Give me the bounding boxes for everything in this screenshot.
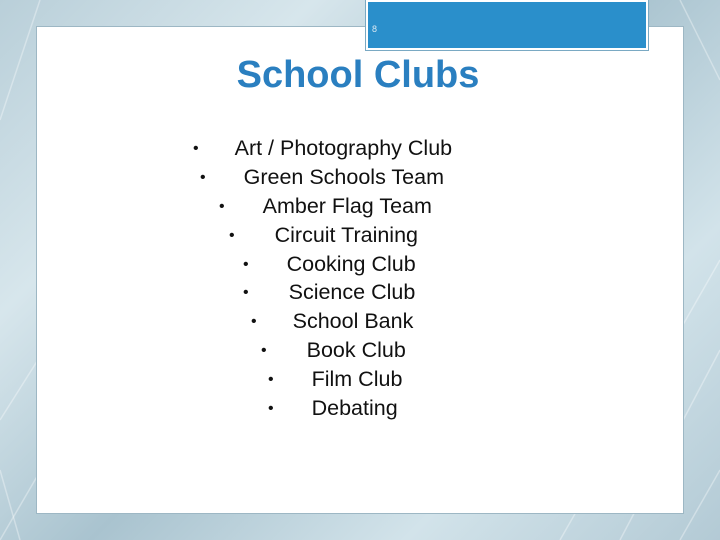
list-item-label: Science Club (288, 280, 416, 304)
list-item-label: Film Club (311, 367, 403, 391)
list-item (243, 280, 415, 305)
list-item (251, 309, 413, 334)
list-item-label: Amber Flag Team (262, 194, 432, 218)
list-item-label: School Bank (292, 309, 414, 333)
bullet-icon: • (261, 342, 267, 359)
list-item (193, 136, 452, 161)
slide-title-text: School Clubs (236, 54, 480, 96)
list-item (261, 338, 406, 363)
slide-title (0, 54, 720, 97)
list-item (268, 367, 402, 392)
bullet-icon: • (251, 313, 257, 330)
list-item (229, 223, 418, 248)
list-item-label: Art / Photography Club (234, 136, 453, 160)
list-item (243, 252, 416, 277)
list-item (268, 396, 398, 421)
page-number: 8 (372, 24, 378, 34)
list-item-label: Debating (311, 396, 398, 420)
list-item-label: Book Club (306, 338, 406, 362)
list-item-label: Green Schools Team (243, 165, 444, 189)
bullet-icon: • (243, 256, 249, 273)
list-item-label: Circuit Training (274, 223, 418, 247)
bullet-icon: • (243, 284, 249, 301)
list-item (200, 165, 444, 190)
bullet-icon: • (229, 227, 235, 244)
bullet-icon: • (219, 198, 225, 215)
bullet-icon: • (193, 140, 199, 157)
bullet-icon: • (200, 169, 206, 186)
list-item (219, 194, 432, 219)
header-accent-tab (366, 0, 648, 50)
bullet-icon: • (268, 371, 274, 388)
bullet-icon: • (268, 400, 274, 417)
list-item-label: Cooking Club (286, 252, 416, 276)
